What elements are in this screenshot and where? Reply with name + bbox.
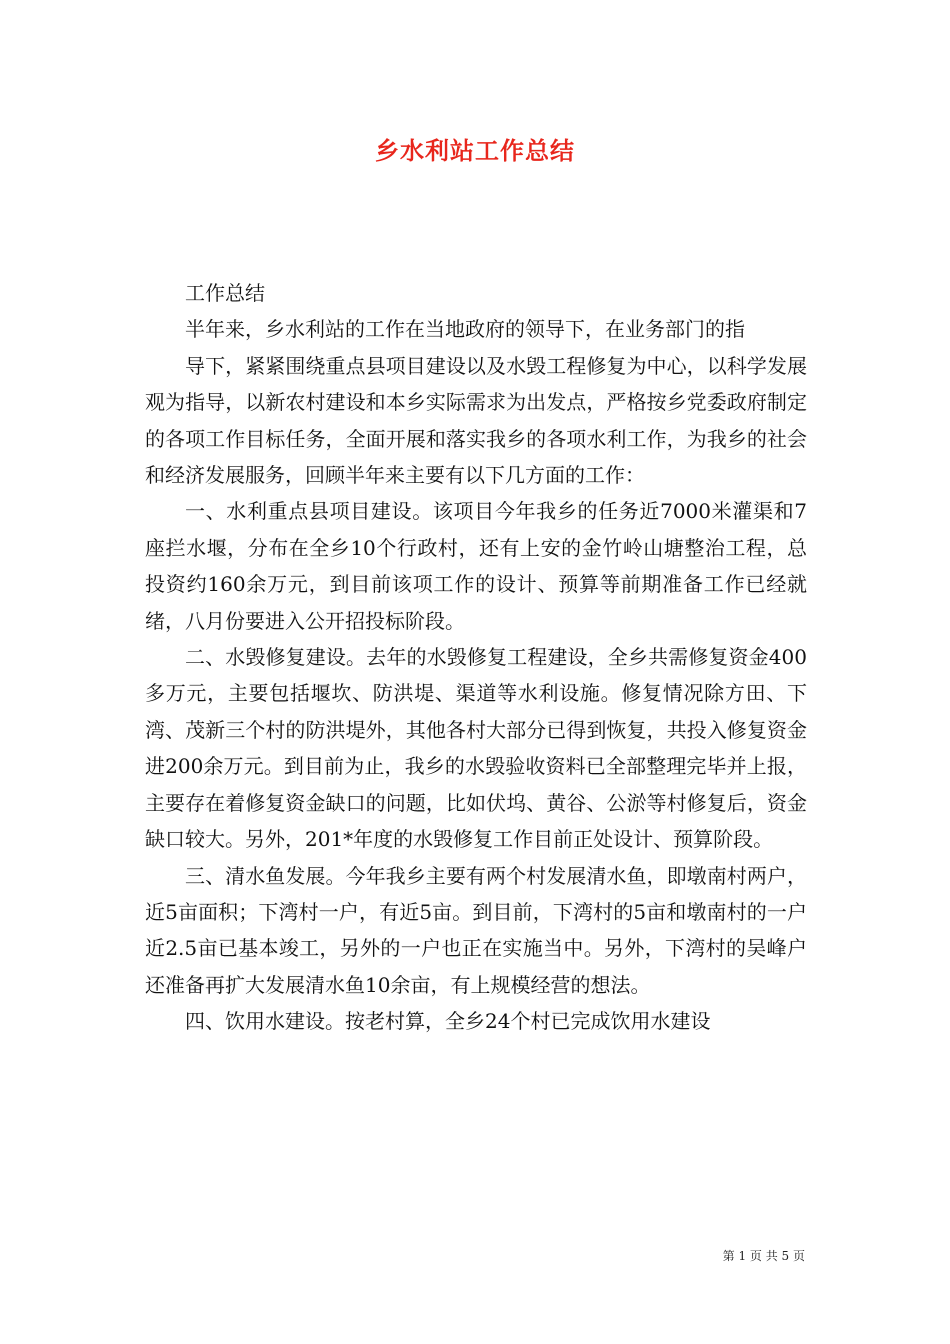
page-number: 第 1 页 共 5 页	[722, 1249, 805, 1263]
paragraph-section-3: 三、清水鱼发展。今年我乡主要有两个村发展清水鱼，即墩南村两户，近5亩面积；下湾村一户，有近5亩。到目前，下湾村的5亩和墩南村的一户近2.5亩已基本竣工，另外的一户也正在实施当中。另外，下湾村的吴峰户还准备再扩大发展清水鱼10余亩，有上规模经营的想法。	[145, 863, 807, 997]
document-title: 乡水利站工作总结	[375, 136, 575, 165]
paragraph-section-4: 四、饮用水建设。按老村算，全乡24个村已完成饮用水建设	[185, 1009, 711, 1034]
paragraph-intro-1: 半年来，乡水利站的工作在当地政府的领导下，在业务部门的指	[185, 317, 745, 342]
paragraph-heading: 工作总结	[185, 281, 265, 305]
paragraph-section-1: 一、水利重点县项目建设。该项目今年我乡的任务近7000米灌渠和7座拦水堰，分布在全乡10个行政村，还有上安的金竹岭山塘整治工程，总投资约160余万元，到目前该项工作的设计、预算等前期准备工作已经就绪，八月份要进入公开招投标阶段。	[145, 499, 807, 633]
document-body	[145, 275, 807, 1040]
paragraph-section-2: 二、水毁修复建设。去年的水毁修复工程建设，全乡共需修复资金400多万元，主要包括堰坎、防洪堤、渠道等水利设施。修复情况除方田、下湾、茂新三个村的防洪堤外，其他各村大部分已得到恢复，共投入修复资金进200余万元。到目前为止，我乡的水毁验收资料已全部整理完毕并上报，主要存在着修复资金缺口的问题，比如伏坞、黄谷、公淤等村修复后，资金缺口较大。另外，201*年度的水毁修复工作目前正处设计、预算阶段。	[145, 645, 807, 852]
paragraph-intro-2: 导下，紧紧围绕重点县项目建设以及水毁工程修复为中心，以科学发展观为指导，以新农村建设和本乡实际需求为出发点，严格按乡党委政府制定的各项工作目标任务，全面开展和落实我乡的各项水利工作，为我乡的社会和经济发展服务，回顾半年来主要有以下几方面的工作：	[145, 353, 807, 488]
